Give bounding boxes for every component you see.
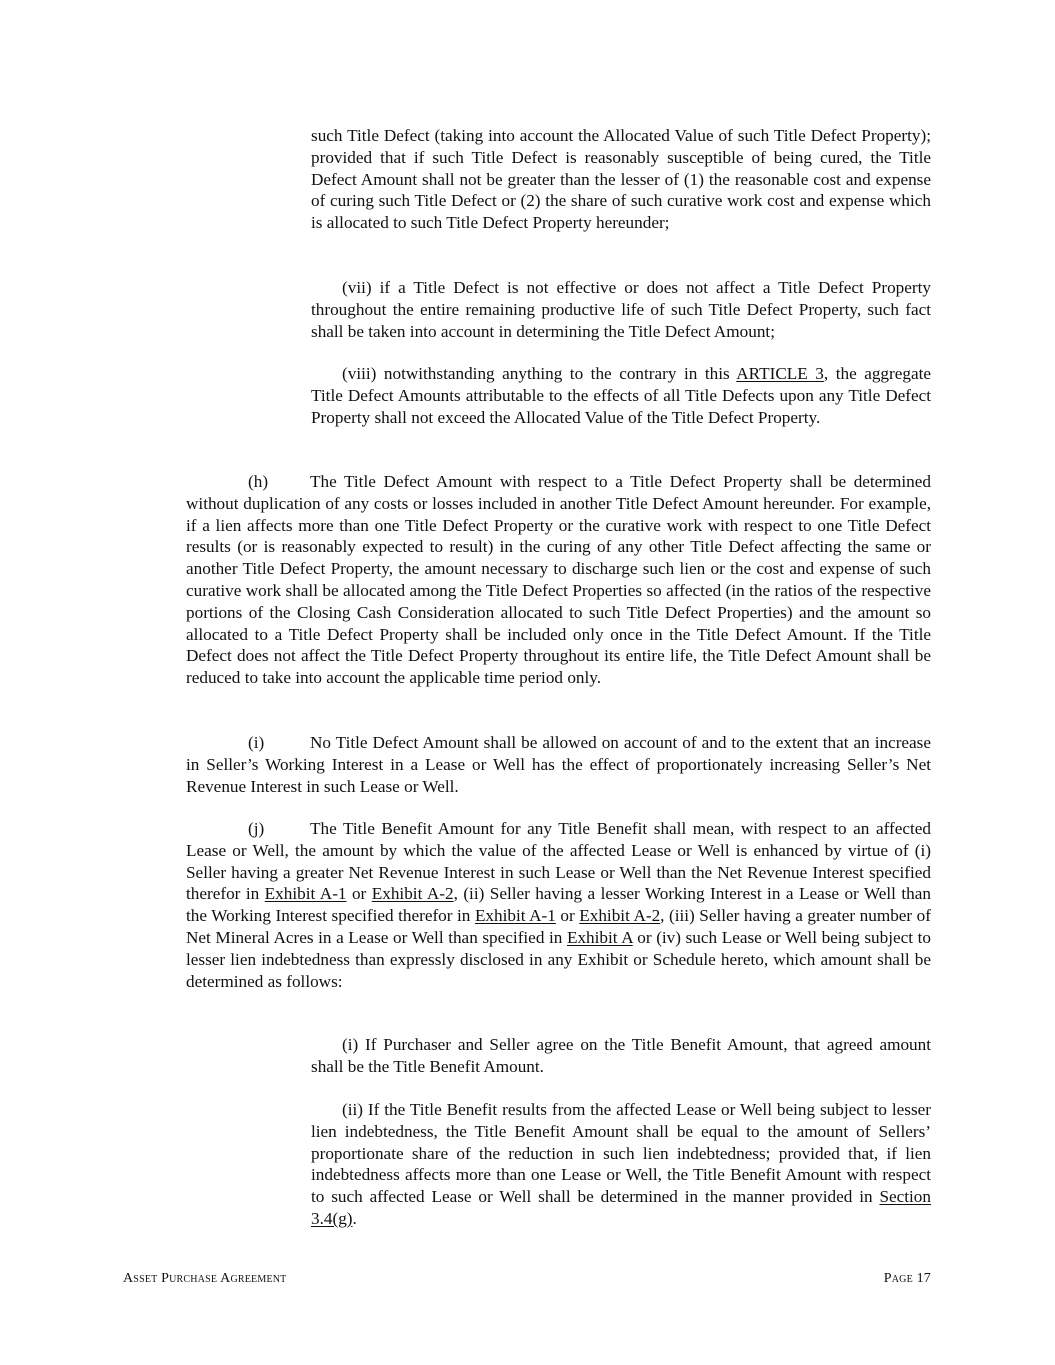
paragraph-text: , the aggregate Title Defect Amounts attributable to the effects of all Title Defects upon any Title Defect Property shall not exceed the Allocated Value of the Title Defect Property. xyxy=(311,364,931,427)
footer-page-number: Page 17 xyxy=(883,1271,931,1286)
footer-document-title: Asset Purchase Agreement xyxy=(123,1271,287,1286)
section-3-4-g-link[interactable]: Section 3.4(g) xyxy=(311,1187,931,1228)
paragraph-text: . xyxy=(352,1208,357,1228)
paragraph-text: , (ii) Seller having a lesser Working Interest in a Lease or Well than the Working Interest specified therefor in xyxy=(186,884,931,926)
exhibit-a1-link[interactable]: Exhibit A-1 xyxy=(264,884,347,904)
paragraph-text: or (iv) such Lease or Well being subject to lesser lien indebtedness than expressly disclosed in any Exhibit or Schedule hereto, which amount shall be determined as follows: xyxy=(186,927,931,991)
section-label: (i) xyxy=(248,733,265,752)
paragraph-text: such Title Defect (taking into account the Allocated Value of such Title Defect Property); provided that if such Title Defect is reasonably susceptible of being cured, the Title Defect Amount shall not be greater than the lesser of (1) the reasonable cost and expense of curing such Title Defect or (2) the share of such curative work cost and expense which is allocated to such Title Defect Property hereunder; xyxy=(311,126,931,233)
section-label: (h) xyxy=(248,472,269,491)
exhibit-a2-link[interactable]: Exhibit A-2 xyxy=(579,906,661,926)
paragraph-j-i xyxy=(311,1034,931,1078)
paragraph-text: or xyxy=(555,906,580,926)
paragraph-text: The Title Defect Amount with respect to a Title Defect Property shall be determined without duplication of any costs or losses included in another Title Defect Amount hereunder. For example, if a lien affects more than one Title Defect Property or the curative work with respect to one Title Defect results (or is reasonably expected to result) in the curing of any other Title Defect affecting the same or another Title Defect Property, the amount necessary to discharge such lien or the cost and expense of such curative work shall be allocated among the Title Defect Properties so affected (in the ratios of the respective portions of the Closing Cash Consideration allocated to such Title Defect Properties) and the amount so allocated to a Title Defect Property shall be included only once in the Title Defect Amount. If the Title Defect does not affect the Title Defect Property throughout its entire life, the Title Defect Amount shall be reduced to take into account the applicable time period only. xyxy=(186,472,931,688)
paragraph-text: (ii) If the Title Benefit results from the affected Lease or Well being subject to lesser lien indebtedness, the Title Benefit Amount shall be equal to the amount of Sellers’ proportionate share of the reduction in such lien indebtedness; provided that, if lien indebtedness affects more than one Lease or Well, the Title Benefit Amount with respect to such affected Lease or Well shall be determined in the manner provided in xyxy=(311,1100,931,1207)
paragraph-vi-continued xyxy=(311,125,931,234)
paragraph-j-ii xyxy=(311,1099,931,1230)
exhibit-a-link[interactable]: Exhibit A xyxy=(566,927,633,947)
section-j xyxy=(186,818,931,992)
paragraph-text: or xyxy=(346,884,372,904)
section-i xyxy=(186,732,931,797)
article-3-link[interactable]: ARTICLE 3 xyxy=(736,364,824,383)
paragraph-text: (vii) if a Title Defect is not effective or does not affect a Title Defect Property throughout the entire remaining productive life of such Title Defect Property, such fact shall be taken into account in determining the Title Defect Amount; xyxy=(311,278,931,341)
section-label: (j) xyxy=(248,819,265,838)
paragraph-viii xyxy=(311,363,931,428)
section-h xyxy=(186,471,931,689)
exhibit-a1-link[interactable]: Exhibit A-1 xyxy=(474,906,556,926)
paragraph-text: (viii) notwithstanding anything to the contrary in this xyxy=(342,364,737,383)
paragraph-vii xyxy=(311,277,931,342)
paragraph-text: (i) If Purchaser and Seller agree on the Title Benefit Amount, that agreed amount shall be the Title Benefit Amount. xyxy=(311,1035,931,1076)
paragraph-text: , (iii) Seller having a greater number of Net Mineral Acres in a Lease or Well than specified in xyxy=(186,906,931,947)
paragraph-text: No Title Defect Amount shall be allowed on account of and to the extent that an increase in Seller’s Working Interest in a Lease or Well has the effect of proportionately increasing Seller’s Net Revenue Interest in such Lease or Well. xyxy=(186,733,931,796)
exhibit-a2-link[interactable]: Exhibit A-2 xyxy=(371,884,454,904)
paragraph-text: The Title Benefit Amount for any Title Benefit shall mean, with respect to an affected Lease or Well, the amount by which the value of the affected Lease or Well is enhanced by virtue of (i) Seller having a greater Net Revenue Interest in such Lease or Well than the Net Revenue Interest specified therefor in xyxy=(186,819,931,904)
